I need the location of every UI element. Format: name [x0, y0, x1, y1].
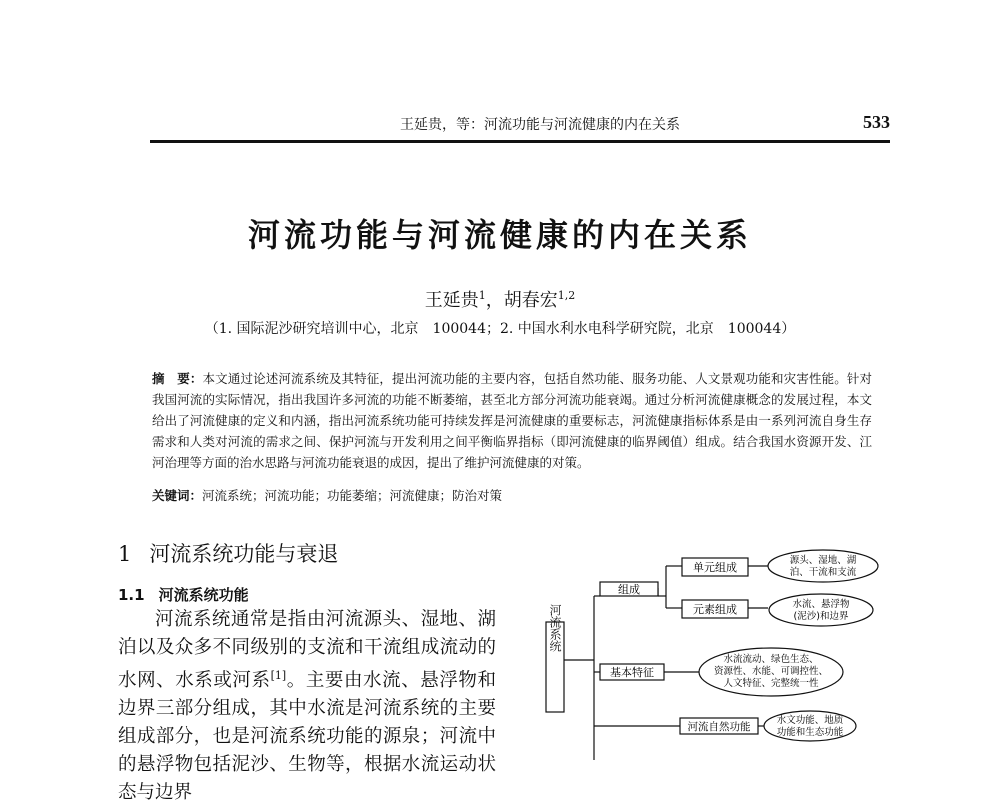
- diagram-element-detail-text: (泥沙)和边界: [793, 611, 849, 622]
- abstract-label: 摘 要：: [152, 371, 203, 386]
- citation: [1]: [270, 669, 287, 682]
- author-name: 王延贵: [424, 290, 479, 311]
- section-title: 河流系统功能与衰退: [149, 542, 339, 566]
- running-header: [150, 112, 890, 143]
- diagram-root-label: 河流系统: [548, 604, 562, 652]
- diagram-features-text: 水流流动、绿色生态、: [723, 654, 819, 665]
- keywords-text: 河流系统；河流功能；功能萎缩；河流健康；防治对策: [202, 488, 503, 503]
- paper-title: 河流功能与河流健康的内在关系: [247, 216, 752, 254]
- abstract-text: 本文通过论述河流系统及其特征，提出河流功能的主要内容，包括自然功能、服务功能、人文景观功能和灾害性能。针对我国河流的实际情况，指出我国许多河流的功能不断萎缩，甚至北方部分河流功能衰竭。通过分析河流健康概念的发展过程，本文给出了河流健康的定义和内涵，指出河流系统功能可持续发挥是河流健康的重要标志，河流健康指标体系是由一系列河流自身生存需求和人类对河流的需求之间、保护河流与开发利用之间平衡临界指标（即河流健康的临界阈值）组成。结合我国水资源开发、江河治理等方面的治水思路与河流功能衰退的成因，提出了维护河流健康的对策。: [152, 371, 872, 470]
- body-text: [118, 606, 496, 807]
- subsection-title: 河流系统功能: [158, 586, 249, 604]
- diagram-element-detail-text: 水流、悬浮物: [792, 599, 850, 610]
- diagram-unit-detail-text: 泊、干流和支流: [789, 567, 857, 578]
- authors: [0, 286, 1000, 312]
- section-heading: [118, 538, 338, 568]
- keywords-label: 关键词：: [152, 488, 203, 503]
- author-affiliation-mark: 1,2: [557, 289, 576, 302]
- diagram-features-text: 人文特征、完整统一性: [723, 678, 819, 689]
- diagram-natural-detail-text: 水文功能、地质: [776, 715, 844, 726]
- diagram-unit-detail-text: 源头、湿地、湖: [789, 555, 857, 566]
- author-separator: ，: [485, 290, 504, 311]
- body-paragraph: [118, 606, 496, 807]
- page-number: 533: [863, 112, 890, 132]
- body-paragraph-text: 河流系统通常是指由河流源头、湿地、湖泊以及众多不同级别的支流和干流组成流动的水网、水系或河系: [118, 609, 496, 692]
- keywords: [152, 486, 872, 504]
- body-paragraph-text: 。主要由水流、悬浮物和边界三部分组成，其中水流是河流系统的主要组成部分，也是河流系统功能的源泉；河流中的悬浮物包括泥沙、生物等，根据水流运动状态与边界: [118, 670, 496, 804]
- section-number: 1: [118, 542, 132, 566]
- diagram-unit-composition-label: 单元组成: [693, 561, 737, 574]
- diagram-natural-detail-text: 功能和生态功能: [776, 727, 844, 738]
- subsection-heading: [118, 584, 249, 605]
- abstract: [152, 368, 872, 473]
- affiliations: （1. 国际泥沙研究培训中心，北京 100044；2. 中国水利水电科学研究院，北京 100044）: [204, 321, 796, 337]
- running-title: 王延贵，等：河流功能与河流健康的内在关系: [400, 117, 680, 133]
- author-affiliation-mark: 1: [478, 289, 486, 302]
- diagram-basic-features-label: 基本特征: [610, 666, 654, 679]
- diagram-element-composition-label: 元素组成: [693, 603, 737, 616]
- diagram-features-text: 资源性、水能、可调控性、: [713, 666, 829, 677]
- diagram-composition-label: 组成: [618, 583, 640, 596]
- author-name: 胡春宏: [503, 290, 558, 311]
- river-system-diagram: [540, 548, 890, 760]
- diagram-natural-function-label: 河流自然功能: [687, 721, 751, 733]
- subsection-number: 1.1: [118, 586, 145, 604]
